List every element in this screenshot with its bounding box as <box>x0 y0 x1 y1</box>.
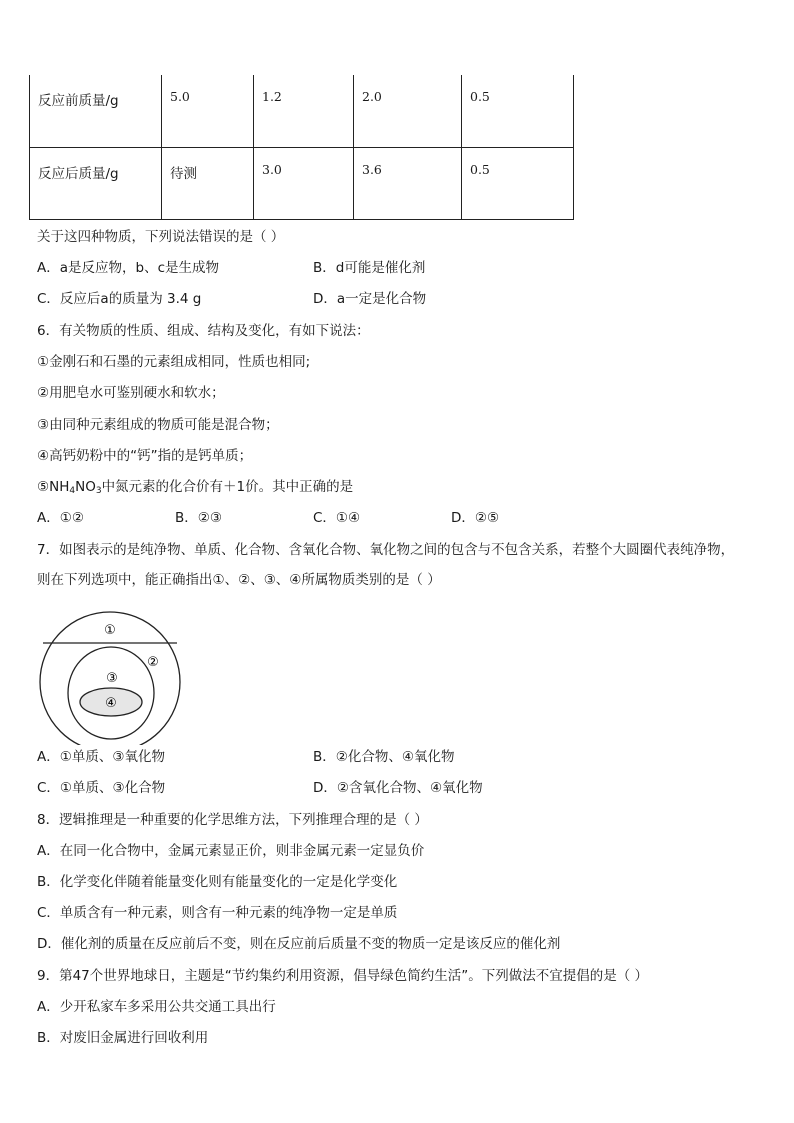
q7-option-b: B．②化合物、④氧化物 <box>313 749 455 765</box>
q9-option-b: B．对废旧金属进行回收利用 <box>37 1030 209 1046</box>
cell-b: 1.2 <box>254 75 354 147</box>
diagram-label-1: ① <box>104 623 116 638</box>
q6-option-c: C．①④ <box>313 510 361 526</box>
q6-statement-4: ④高钙奶粉中的“钙”指的是钙单质； <box>37 448 253 464</box>
cell-a: 5.0 <box>162 75 254 147</box>
diagram-label-3: ③ <box>106 671 118 686</box>
cell-d: 0.5 <box>462 147 574 219</box>
mass-data-table <box>29 75 574 220</box>
cell-c: 3.6 <box>354 147 462 219</box>
q8-option-b: B．化学变化伴随着能量变化则有能量变化的一定是化学变化 <box>37 874 398 890</box>
q5-option-a: A．a是反应物，b、c是生成物 <box>37 260 219 276</box>
q6-statement-3: ③由同种元素组成的物质可能是混合物； <box>37 417 279 433</box>
cell-a: 待测 <box>162 147 254 219</box>
q6-option-a: A．①② <box>37 510 84 526</box>
q5-stem: 关于这四种物质，下列说法错误的是（ ） <box>37 229 285 245</box>
q7-stem-line-1: 7．如图表示的是纯净物、单质、化合物、含氧化合物、氧化物之间的包含与不包含关系，若整个大圆圈代表纯净物， <box>37 542 735 558</box>
q5-option-d: D．a一定是化合物 <box>313 291 427 307</box>
q7-option-a: A．①单质、③氧化物 <box>37 749 165 765</box>
q5-option-c: C．反应后a的质量为 3.4 g <box>37 291 202 307</box>
q6-statement-2: ②用肥皂水可鉴别硬水和软水； <box>37 385 225 401</box>
diagram-label-2: ② <box>147 655 159 670</box>
q7-stem-line-2: 则在下列选项中，能正确指出①、②、③、④所属物质类别的是（ ） <box>37 572 441 588</box>
diagram-label-4: ④ <box>105 696 117 711</box>
q7-option-d: D．②含氧化合物、④氧化物 <box>313 780 483 796</box>
q8-option-d: D．催化剂的质量在反应前后不变，则在反应前后质量不变的物质一定是该反应的催化剂 <box>37 936 561 952</box>
q6-statement-5: $⑤NH_4NO_3$中氮元素的化合价有＋1价。其中正确的是 <box>37 479 354 496</box>
q8-option-c: C．单质含有一种元素，则含有一种元素的纯净物一定是单质 <box>37 905 398 921</box>
q8-option-a: A．在同一化合物中，金属元素显正价，则非金属元素一定显负价 <box>37 843 425 859</box>
q6-option-b: B．②③ <box>175 510 222 526</box>
q6-option-d: D．②⑤ <box>451 510 500 526</box>
q9-option-a: A．少开私家车多采用公共交通工具出行 <box>37 999 276 1015</box>
q9-stem: 9．第47个世界地球日，主题是“节约集约利用资源，倡导绿色简约生活”。下列做法不宜提倡的是（ ） <box>37 968 649 984</box>
q6-stem: 6．有关物质的性质、组成、结构及变化，有如下说法： <box>37 323 370 339</box>
q7-option-c: C．①单质、③化合物 <box>37 780 166 796</box>
classification-diagram <box>38 605 188 745</box>
q5-option-b: B．d可能是催化剂 <box>313 260 426 276</box>
table-row <box>30 147 574 219</box>
q6-statement-1: ①金刚石和石墨的元素组成相同，性质也相同; <box>37 354 311 370</box>
cell-b: 3.0 <box>254 147 354 219</box>
cell-c: 2.0 <box>354 75 462 147</box>
table-row <box>30 75 574 147</box>
q8-stem: 8．逻辑推理是一种重要的化学思维方法，下列推理合理的是（ ） <box>37 812 428 828</box>
row-label: 反应前质量/g <box>30 75 162 147</box>
cell-d: 0.5 <box>462 75 574 147</box>
row-label: 反应后质量/g <box>30 147 162 219</box>
